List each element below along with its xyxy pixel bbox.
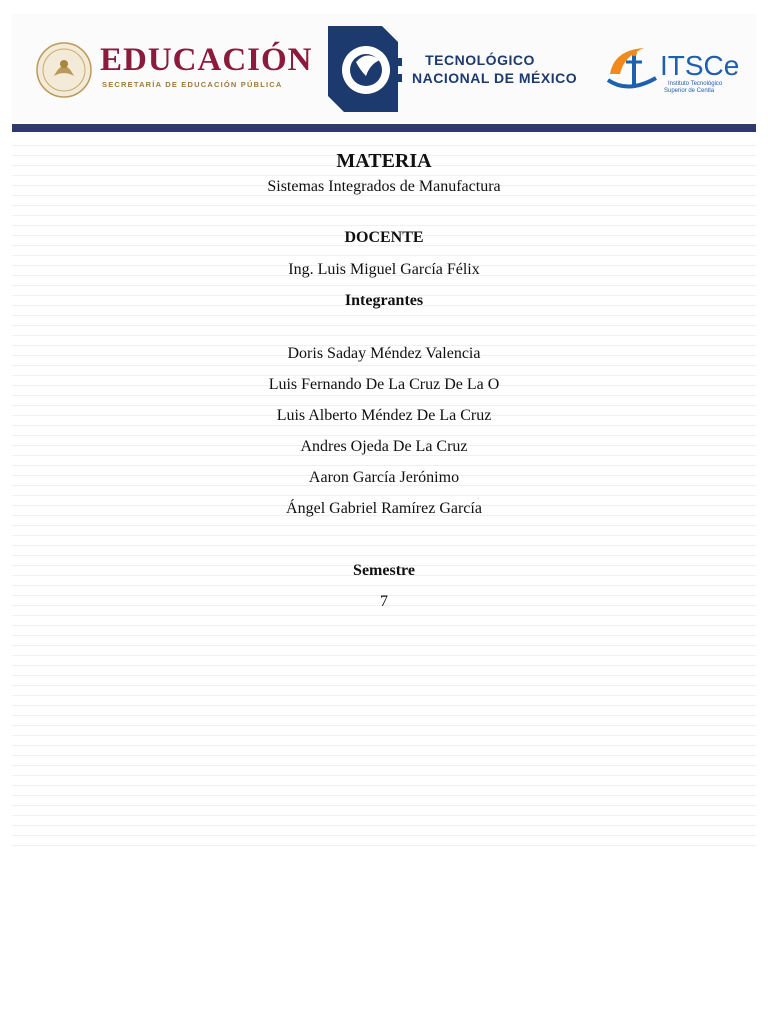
integrante-4: Andres Ojeda De La Cruz <box>300 438 468 455</box>
materia-label: MATERIA <box>336 150 432 172</box>
integrante-3: Luis Alberto Méndez De La Cruz <box>276 407 492 424</box>
tecnm-line2: NACIONAL DE MÉXICO <box>412 70 578 86</box>
integrantes-label: Integrantes <box>344 292 424 309</box>
docente-value: Ing. Luis Miguel García Félix <box>288 261 480 278</box>
sep-subtitle: SECRETARÍA DE EDUCACIÓN PÚBLICA <box>102 80 283 89</box>
itsce-name: ITSCe <box>660 50 740 81</box>
semestre-label: Semestre <box>353 562 415 579</box>
integrante-5: Aaron García Jerónimo <box>308 469 460 486</box>
itsce-subtitle-line1: Instituto Tecnológico <box>668 81 723 87</box>
sep-title: EDUCACIÓN <box>100 42 313 78</box>
cover-content <box>12 0 756 1024</box>
integrante-6: Ángel Gabriel Ramírez García <box>286 500 482 517</box>
itsce-subtitle-line2: Superior de Centla <box>664 88 715 94</box>
tecnm-line1: TECNOLÓGICO <box>425 52 535 68</box>
integrante-1: Doris Saday Méndez Valencia <box>287 345 481 362</box>
docente-label: DOCENTE <box>344 229 424 246</box>
materia-value: Sistemas Integrados de Manufactura <box>267 178 501 195</box>
semestre-value: 7 <box>380 593 388 610</box>
integrante-2: Luis Fernando De La Cruz De La O <box>268 376 500 393</box>
